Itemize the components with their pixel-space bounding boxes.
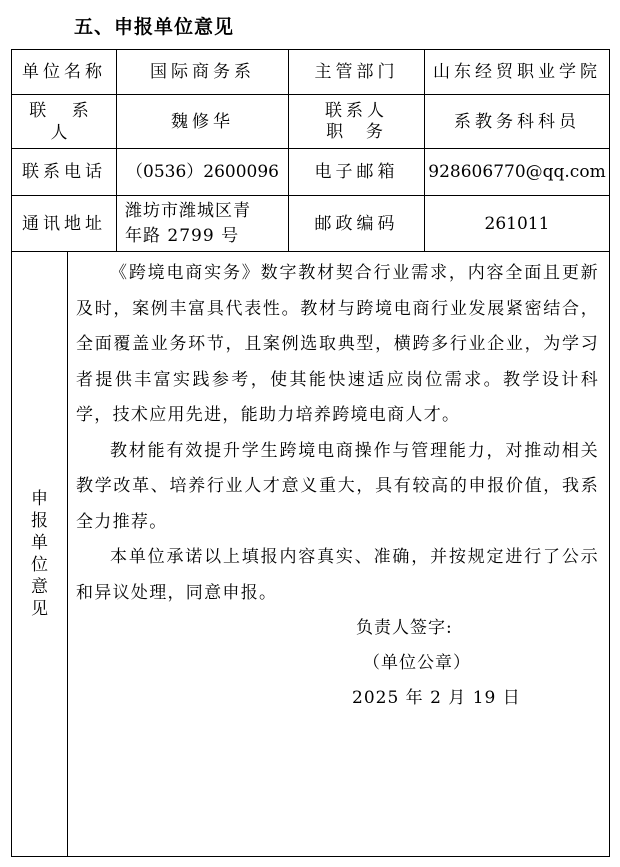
row-phone bbox=[12, 149, 610, 196]
dept-label: 主管部门 bbox=[289, 50, 425, 95]
position-label-line2: 职 务 bbox=[326, 121, 387, 142]
unit-name-value: 国际商务系 bbox=[117, 50, 289, 95]
opinion-paragraph-3: 本单位承诺以上填报内容真实、准确，并按规定进行了公示和异议处理，同意申报。 bbox=[76, 547, 599, 603]
phone-value: （0536）2600096 bbox=[117, 149, 289, 196]
address-value-line1: 潍坊市潍城区青 bbox=[125, 200, 251, 221]
address-label: 通讯地址 bbox=[12, 196, 117, 252]
unit-name-label: 单位名称 bbox=[12, 50, 117, 95]
phone-label: 联系电话 bbox=[12, 149, 117, 196]
contact-value: 魏修华 bbox=[117, 95, 289, 149]
email-label: 电子邮箱 bbox=[289, 149, 425, 196]
opinion-paragraph-2: 教材能有效提升学生跨境电商操作与管理能力，对推动相关教学改革、培养行业人才意义重大，具有较高的申报价值，我系全力推荐。 bbox=[76, 440, 599, 532]
side-char: 意 bbox=[31, 577, 48, 597]
seal-label: （单位公章） bbox=[363, 653, 471, 673]
date-label: 2025 年 2 月 19 日 bbox=[352, 688, 521, 708]
row-unit-name bbox=[12, 50, 610, 95]
side-char: 单 bbox=[31, 533, 48, 553]
dept-value: 山东经贸职业学院 bbox=[425, 50, 610, 95]
row-opinion bbox=[12, 252, 610, 857]
address-value bbox=[117, 196, 289, 252]
section-title: 五、申报单位意见 bbox=[74, 16, 235, 38]
position-label-line1: 联系人 bbox=[325, 100, 388, 121]
signature-label: 负责人签字: bbox=[356, 618, 453, 638]
opinion-body bbox=[68, 252, 610, 857]
row-contact bbox=[12, 95, 610, 149]
application-form-table bbox=[11, 49, 610, 857]
postcode-value: 261011 bbox=[425, 196, 610, 252]
email-value: 928606770@qq.com bbox=[425, 149, 610, 196]
side-char: 位 bbox=[31, 555, 48, 575]
side-char: 申 bbox=[31, 489, 48, 509]
address-value-line2: 年路 2799 号 bbox=[125, 225, 240, 246]
contact-label: 联 系 人 bbox=[12, 95, 117, 149]
opinion-side-label bbox=[12, 252, 68, 857]
opinion-paragraph-1: 《跨境电商实务》数字教材契合行业需求，内容全面且更新及时，案例丰富具代表性。教材与跨境电商行业发展紧密结合，全面覆盖业务环节，且案例选取典型，横跨多行业企业，为学习者提供丰富实践参考，使其能快速适应岗位需求。教学设计科学，技术应用先进，能助力培养跨境电商人才。 bbox=[76, 263, 599, 425]
position-value: 系教务科科员 bbox=[425, 95, 610, 149]
row-address bbox=[12, 196, 610, 252]
side-char: 报 bbox=[31, 511, 48, 531]
postcode-label: 邮政编码 bbox=[289, 196, 425, 252]
side-char: 见 bbox=[31, 599, 48, 619]
position-label bbox=[289, 95, 425, 149]
